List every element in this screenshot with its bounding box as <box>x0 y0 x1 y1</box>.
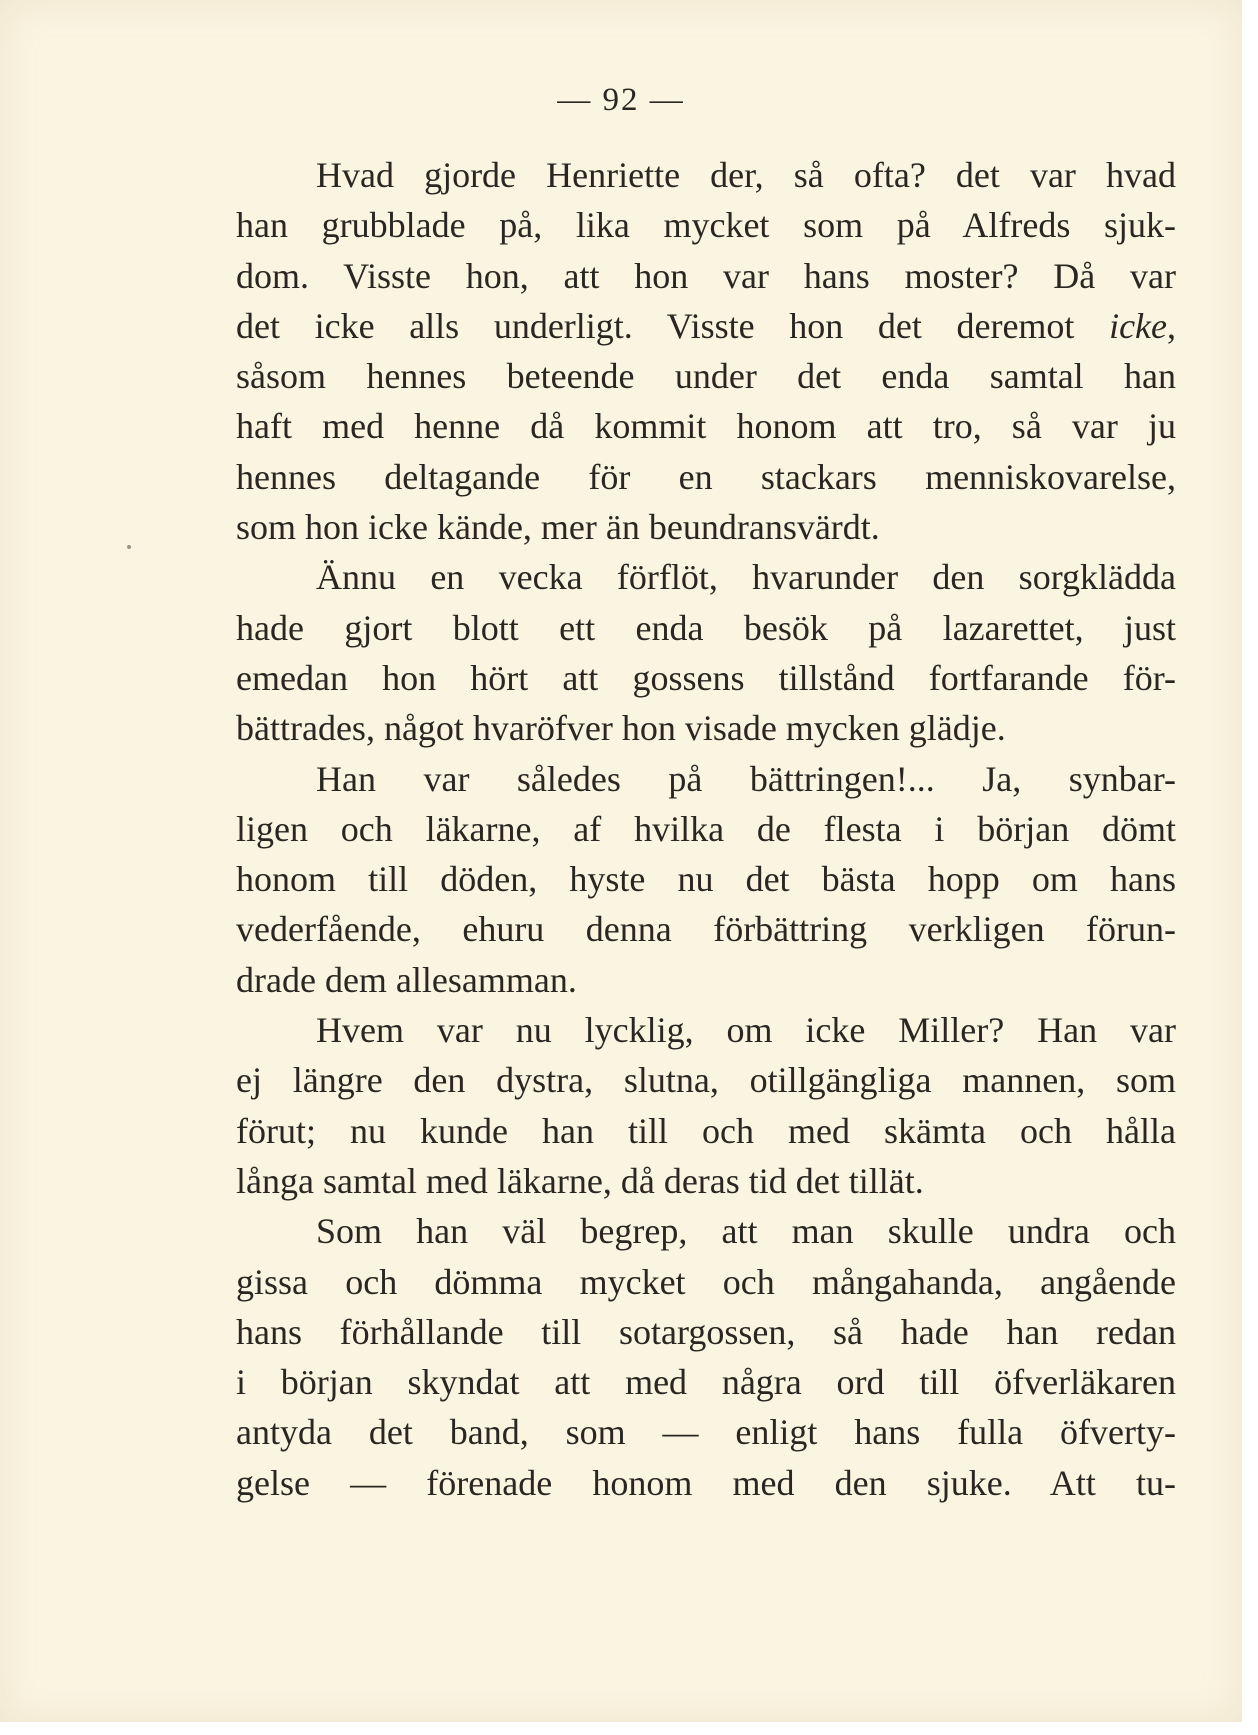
text-line: gissa och dömma mycket och mångahanda, angående <box>236 1261 1176 1302</box>
text-line: förut; nu kunde han till och med skämta och hålla <box>236 1110 1176 1151</box>
page-number: — 92 — <box>557 82 685 118</box>
text-line: Hvad gjorde Henriette der, så ofta? det var hvad <box>316 155 1176 195</box>
text-line: emedan hon hört att gossens tillstånd fortfarande för- <box>236 657 1176 698</box>
text-line: hennes deltagande för en stackars menniskovarelse, <box>236 456 1176 497</box>
text-line: Han var således på bättringen!... Ja, synbar- <box>316 758 1176 799</box>
text-line: hans förhållande till sotargossen, så hade han redan <box>236 1311 1176 1352</box>
text-line: han grubblade på, lika mycket som på Alfreds sjuk- <box>236 205 1176 246</box>
text-line: bättrades, något hvaröfver hon visade mycken glädje. <box>236 708 1006 749</box>
text-line: ej längre den dystra, slutna, otillgängliga mannen, som <box>236 1060 1176 1101</box>
text-line: gelse — förenade honom med den sjuke. Att tu- <box>236 1462 1176 1503</box>
text-line: Hvem var nu lycklig, om icke Miller? Han var <box>316 1010 1176 1051</box>
text-line: honom till döden, hyste nu det bästa hopp om hans <box>236 859 1176 900</box>
body-text <box>236 150 1176 1508</box>
paper-speck <box>127 545 131 549</box>
text-line <box>236 301 1176 351</box>
text-line: haft med henne då kommit honom att tro, så var ju <box>236 406 1176 447</box>
text-line: antyda det band, som — enligt hans fulla öfverty- <box>236 1412 1176 1453</box>
text-line: Ännu en vecka förflöt, hvarunder den sorgklädda <box>316 557 1176 598</box>
emphasized-word: icke <box>1109 305 1167 346</box>
text-line: drade dem allesamman. <box>236 959 577 1000</box>
text-line: som hon icke kände, mer än beundransvärdt. <box>236 507 880 548</box>
text-line: vederfående, ehuru denna förbättring verkligen förun- <box>236 909 1176 950</box>
text-line-end: , <box>1167 305 1176 346</box>
text-line: långa samtal med läkarne, då deras tid det tillät. <box>236 1160 924 1201</box>
text-line: i början skyndat att med några ord till öfverläkaren <box>236 1362 1176 1403</box>
text-line: Som han väl begrep, att man skulle undra och <box>316 1211 1176 1252</box>
text-line: såsom hennes beteende under det enda samtal han <box>236 356 1176 397</box>
text-line: dom. Visste hon, att hon var hans moster? Då var <box>236 255 1176 296</box>
text-line: hade gjort blott ett enda besök på lazarettet, just <box>236 607 1176 648</box>
text-line-start: det icke alls underligt. Visste hon det deremot <box>236 305 1110 346</box>
text-line: ligen och läkarne, af hvilka de flesta i början dömt <box>236 808 1176 849</box>
